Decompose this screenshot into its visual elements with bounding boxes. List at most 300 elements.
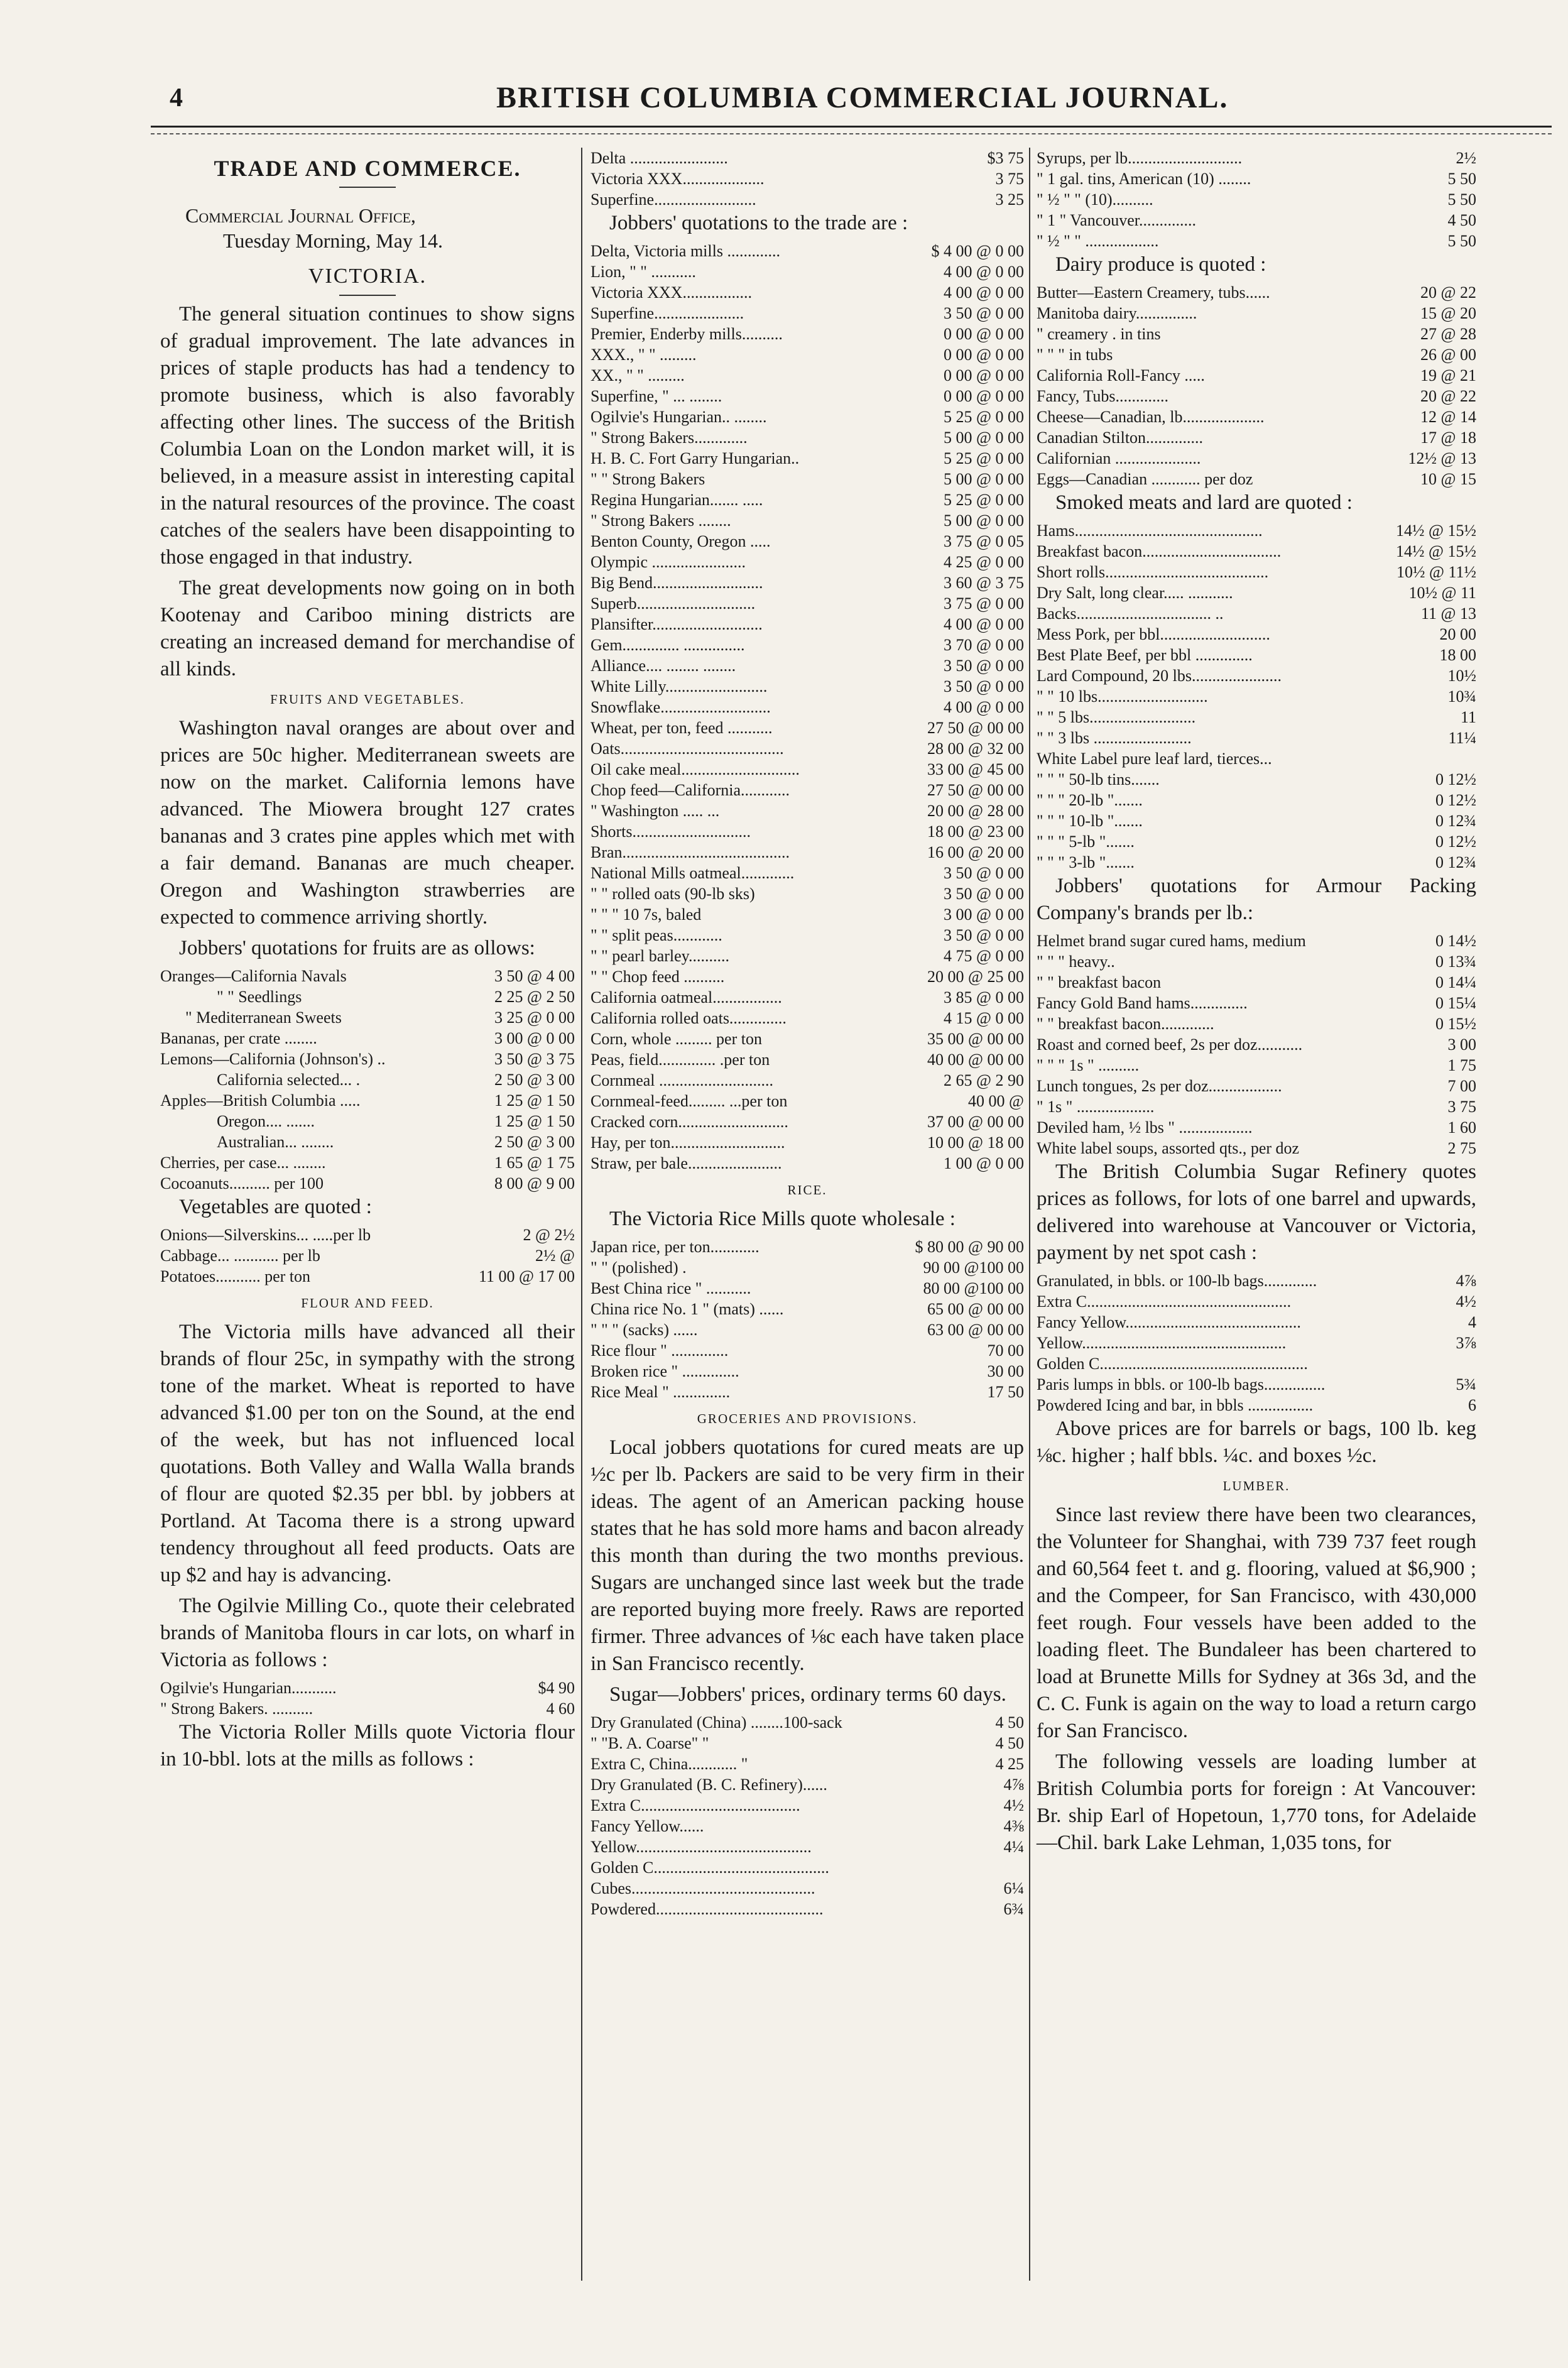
price-item: Lard Compound, 20 lbs...................... [1037, 667, 1282, 685]
price-value: 7 00 [1447, 1077, 1476, 1095]
price-value: 4 00 @ 0 00 [944, 283, 1024, 302]
price-item: Extra C.................................................. [1037, 1292, 1292, 1311]
price-item: Corn, whole ......... per ton [591, 1030, 762, 1048]
paragraph: Washington naval oranges are about over and prices are 50c higher. Mediterranean sweets are now on the market. California lemons have advanced. The Miowera brought 127 crates bananas and 3 crates pine apples which met with a fair demand. Bananas are much cheaper. Oregon and Washington strawberries are expected to commence arriving shortly. [160, 717, 575, 929]
price-item: " " 10 lbs........................... [1037, 687, 1208, 706]
price-value: 2 50 @ 3 00 [494, 1133, 575, 1151]
price-item: California selected... . [217, 1071, 361, 1089]
price-item: White Label pure leaf lard, tierces... [1037, 750, 1272, 768]
price-value: 0 00 @ 0 00 [944, 346, 1024, 364]
price-item: " " split peas............ [591, 926, 722, 944]
price-value: 19 @ 21 [1420, 366, 1476, 385]
price-item: Cabbage... ........... per lb [160, 1247, 320, 1265]
price-row [591, 1153, 1024, 1174]
price-item: XXX., " " ......... [591, 346, 697, 364]
price-row [591, 189, 1024, 210]
paragraph: Jobbers' quotations for Armour Packing Company's brands per lb.: [1037, 875, 1476, 924]
price-value: 5 50 [1447, 190, 1476, 209]
price-value: 80 00 @100 00 [923, 1279, 1024, 1297]
price-row [1037, 686, 1476, 707]
price-row [591, 510, 1024, 531]
price-value: 5 25 @ 0 00 [944, 491, 1024, 509]
victoria-heading: VICTORIA. [308, 265, 427, 288]
price-value: 14½ @ 15½ [1396, 521, 1476, 540]
price-row [1037, 810, 1476, 831]
price-row [1037, 852, 1476, 873]
price-row [160, 1111, 575, 1132]
price-row [1037, 520, 1476, 541]
price-value: 90 00 @100 00 [923, 1258, 1024, 1277]
price-item: " " " 5-lb "....... [1037, 832, 1135, 851]
column-divider [1029, 148, 1030, 2281]
price-row [591, 448, 1024, 469]
price-row [591, 552, 1024, 572]
price-row [160, 986, 575, 1007]
price-item: Oats........................................ [591, 739, 784, 758]
price-value: 11 00 @ 17 00 [479, 1267, 575, 1285]
price-row [591, 614, 1024, 635]
price-row [1037, 210, 1476, 231]
price-item: " " " 3-lb "....... [1037, 853, 1135, 871]
price-item: Best Plate Beef, per bbl .............. [1037, 646, 1253, 664]
paragraph: The general situation continues to show signs of gradual improvement. The late advances in prices of staple products has had a tendency to promote business, which is also favorably affecting other lines. The success of the British Columbia Loan on the London market will, it is believed, in a measure assist in interesting capital in the natural resources of the province. The coast catches of the sealers have been disappointing to those engaged in that industry. [160, 303, 575, 569]
price-value: 20 00 [1439, 625, 1476, 643]
price-value: 2 25 @ 2 50 [494, 988, 575, 1006]
price-value: 0 12¾ [1435, 853, 1476, 871]
divider [339, 187, 396, 188]
price-value: 5 25 @ 0 00 [944, 408, 1024, 426]
price-value: 20 00 @ 25 00 [927, 968, 1024, 986]
paragraph: The Ogilvie Milling Co., quote their celebrated brands of Manitoba flours in car lots, on wharf in Victoria as follows : [160, 1595, 575, 1671]
price-row [591, 759, 1024, 780]
price-row [1037, 562, 1476, 582]
price-row [160, 1173, 575, 1194]
price-item: California Roll-Fancy ..... [1037, 366, 1205, 385]
price-row [591, 1340, 1024, 1361]
price-row [591, 800, 1024, 821]
price-item: " " " 10 7s, baled [591, 905, 702, 924]
price-value: 18 00 [1439, 646, 1476, 664]
price-row [1037, 665, 1476, 686]
price-value: 3 50 @ 3 75 [494, 1050, 575, 1068]
price-value: 4⅞ [1456, 1272, 1476, 1290]
price-item: Canadian Stilton.............. [1037, 428, 1204, 447]
price-row [1037, 930, 1476, 951]
price-item: Lion, " " ........... [591, 263, 696, 281]
price-row [160, 1152, 575, 1173]
price-value: 2½ @ [535, 1247, 575, 1265]
price-item: " " " heavy.. [1037, 952, 1115, 971]
price-row [1037, 1353, 1476, 1374]
price-value: 0 12¾ [1435, 812, 1476, 830]
price-item: Snowflake........................... [591, 698, 771, 716]
price-value: 18 00 @ 23 00 [927, 822, 1024, 841]
price-row [160, 966, 575, 986]
price-value: 10½ [1447, 667, 1476, 685]
price-item: Yellow........................................... [591, 1838, 812, 1856]
price-item: " " (polished) . [591, 1258, 687, 1277]
price-value: 4 25 @ 0 00 [944, 553, 1024, 571]
price-item: Fancy Yellow...... [591, 1817, 704, 1835]
price-row [160, 1028, 575, 1049]
subheading: FRUITS AND VEGETABLES. [270, 692, 465, 707]
price-row [591, 1382, 1024, 1402]
price-value: 2 50 @ 3 00 [494, 1071, 575, 1089]
price-value: 20 @ 22 [1420, 387, 1476, 405]
price-value: 4 00 @ 0 00 [944, 615, 1024, 633]
price-value: 11 [1460, 708, 1476, 726]
price-item: Ogilvie's Hungarian.. ........ [591, 408, 767, 426]
sugar-price-table [591, 1712, 1024, 1919]
price-item: Chop feed—California............ [591, 781, 790, 799]
price-item: " " 5 lbs.......................... [1037, 708, 1196, 726]
price-item: " Strong Bakers. .......... [160, 1700, 313, 1718]
price-item: Dry Granulated (China) ........100-sack [591, 1713, 842, 1732]
price-item: Plansifter........................... [591, 615, 763, 633]
price-row [591, 676, 1024, 697]
price-row [1037, 1333, 1476, 1353]
price-row [591, 261, 1024, 282]
price-item: California rolled oats.............. [591, 1009, 787, 1027]
price-row [1037, 469, 1476, 489]
price-item: Yellow.................................................. [1037, 1334, 1287, 1352]
paragraph: The great developments now going on in both Kootenay and Cariboo mining districts are creating an increased demand for merchandise of all kinds. [160, 577, 575, 680]
dairy-price-table [1037, 282, 1476, 489]
paragraph: Above prices are for barrels or bags, 100 lb. keg ⅛c. higher ; half bbls. ¼c. and boxes ½c. [1037, 1417, 1476, 1467]
price-item: Onions—Silverskins... .....per lb [160, 1226, 371, 1244]
price-row [160, 1266, 575, 1287]
price-value: 4¼ [1003, 1838, 1024, 1856]
price-item: Fancy Yellow........................................... [1037, 1313, 1301, 1331]
column-2 [591, 148, 1024, 1919]
price-value: 11¼ [1448, 729, 1476, 747]
header-rule-dashed [151, 133, 1552, 134]
price-row [591, 1049, 1024, 1070]
price-row [1037, 1013, 1476, 1034]
price-value: 16 00 @ 20 00 [927, 843, 1024, 861]
price-item: Regina Hungarian....... ..... [591, 491, 763, 509]
price-row [591, 697, 1024, 717]
price-value: 20 00 @ 28 00 [927, 802, 1024, 820]
price-row [1037, 951, 1476, 972]
price-value: 17 50 [987, 1383, 1024, 1401]
price-value: 27 50 @ 00 00 [927, 781, 1024, 799]
price-row [1037, 427, 1476, 448]
price-item: " creamery . in tins [1037, 325, 1161, 343]
price-item: Superfine...................... [591, 304, 744, 322]
price-row [1037, 231, 1476, 251]
price-item: Japan rice, per ton............ [591, 1238, 760, 1256]
price-item: Syrups, per lb............................ [1037, 149, 1243, 167]
price-row [1037, 1291, 1476, 1312]
price-item: Victoria XXX.................... [591, 170, 765, 188]
price-value: 4 50 [995, 1734, 1024, 1752]
price-row [591, 1319, 1024, 1340]
price-value: 0 12½ [1435, 791, 1476, 809]
price-value: 5 00 @ 0 00 [944, 511, 1024, 530]
price-value: 1 25 @ 1 50 [494, 1112, 575, 1130]
price-row [591, 883, 1024, 904]
price-value: $4 90 [538, 1679, 575, 1697]
price-row [591, 738, 1024, 759]
price-value: 3 85 @ 0 00 [944, 988, 1024, 1007]
price-item: Cubes............................................. [591, 1879, 815, 1897]
price-value: 5 50 [1447, 170, 1476, 188]
price-item: Cocoanuts.......... per 100 [160, 1174, 324, 1192]
mill-price-table [591, 148, 1024, 210]
price-row [1037, 148, 1476, 168]
price-item: Cherries, per case... ........ [160, 1154, 326, 1172]
price-item: Butter—Eastern Creamery, tubs...... [1037, 283, 1270, 302]
price-item: " 1 " Vancouver.............. [1037, 211, 1196, 229]
price-value: 3 60 @ 3 75 [944, 574, 1024, 592]
price-value: 6 [1468, 1396, 1476, 1414]
price-value: 2 75 [1447, 1139, 1476, 1157]
price-value: 2½ [1456, 149, 1476, 167]
price-value: 0 00 @ 0 00 [944, 325, 1024, 343]
price-row [591, 282, 1024, 303]
price-item: " " breakfast bacon [1037, 973, 1162, 991]
price-row [160, 1245, 575, 1266]
price-item: Ogilvie's Hungarian........... [160, 1679, 337, 1697]
price-row [591, 1111, 1024, 1132]
price-row [160, 1678, 575, 1698]
price-row [160, 1049, 575, 1069]
price-value: 3 70 @ 0 00 [944, 636, 1024, 654]
price-item: Best China rice " ........... [591, 1279, 751, 1297]
price-item: Delta ........................ [591, 149, 728, 167]
price-item: White label soups, assorted qts., per doz [1037, 1139, 1300, 1157]
price-row [591, 241, 1024, 261]
price-value: 26 @ 00 [1420, 346, 1476, 364]
price-row [591, 489, 1024, 510]
price-item: Dry Salt, long clear..... ........... [1037, 584, 1233, 602]
price-item: Paris lumps in bbls. or 100-lb bags............... [1037, 1375, 1326, 1394]
price-value: 1 75 [1447, 1056, 1476, 1074]
journal-title: BRITISH COLUMBIA COMMERCIAL JOURNAL. [496, 81, 1229, 114]
price-item: Manitoba dairy............... [1037, 304, 1197, 322]
price-item: " "B. A. Coarse" " [591, 1734, 709, 1752]
price-value: 10½ @ 11 [1408, 584, 1476, 602]
price-value: 3 50 @ 0 00 [944, 304, 1024, 322]
price-value: $ 80 00 @ 90 00 [915, 1238, 1024, 1256]
price-item: Peas, field.............. .per ton [591, 1050, 770, 1069]
price-value: 35 00 @ 00 00 [927, 1030, 1024, 1048]
price-row [1037, 831, 1476, 852]
paragraph: The Victoria Rice Mills quote wholesale : [609, 1208, 956, 1230]
price-value: 0 00 @ 0 00 [944, 387, 1024, 405]
price-row [160, 1090, 575, 1111]
price-item: California oatmeal................. [591, 988, 782, 1007]
price-row [1037, 448, 1476, 469]
price-row [591, 655, 1024, 676]
price-value: 0 12½ [1435, 770, 1476, 788]
price-row [591, 344, 1024, 365]
price-row [160, 1225, 575, 1245]
price-value: 63 00 @ 00 00 [927, 1321, 1024, 1339]
price-item: Mess Pork, per bbl........................... [1037, 625, 1270, 643]
paragraph: Local jobbers quotations for cured meats are up ½c per lb. Packers are said to be very firm in their ideas. The agent of an American packing house states that he has sold more hams and bacon already this month than during the two months previous. Sugars are unchanged since last week but the trade are reported buying more freely. Raws are reported firmer. Three advances of ⅛c each have taken place in San Francisco recently. [591, 1436, 1024, 1675]
price-row [591, 966, 1024, 987]
fruit-price-table [160, 966, 575, 1194]
price-value: 3 50 @ 0 00 [944, 885, 1024, 903]
price-row [591, 863, 1024, 883]
price-row [591, 324, 1024, 344]
price-value: 27 50 @ 00 00 [927, 719, 1024, 737]
price-item: H. B. C. Fort Garry Hungarian.. [591, 449, 800, 467]
price-value: 0 00 @ 0 00 [944, 366, 1024, 385]
price-value: 4 00 @ 0 00 [944, 698, 1024, 716]
price-value: 1 25 @ 1 50 [494, 1091, 575, 1110]
price-value: 2 @ 2½ [523, 1226, 575, 1244]
price-value: 5¾ [1456, 1375, 1476, 1394]
price-value: 30 00 [987, 1362, 1024, 1380]
price-value: 0 14½ [1435, 932, 1476, 950]
price-value: 3 00 @ 0 00 [944, 905, 1024, 924]
paragraph: The Victoria Roller Mills quote Victoria flour in 10-bbl. lots at the mills as follows : [160, 1721, 575, 1771]
price-item: Cornmeal-feed......... ...per ton [591, 1092, 788, 1110]
price-item: " " breakfast bacon............. [1037, 1015, 1214, 1033]
price-value: 3 75 [1447, 1098, 1476, 1116]
price-item: " " 3 lbs ........................ [1037, 729, 1192, 747]
syrup-price-table [1037, 148, 1476, 251]
price-value: 5 25 @ 0 00 [944, 449, 1024, 467]
price-row [1037, 541, 1476, 562]
price-value: 12 @ 14 [1420, 408, 1476, 426]
price-row [591, 365, 1024, 386]
price-row [591, 1836, 1024, 1857]
price-item: Fancy Gold Band hams.............. [1037, 994, 1248, 1012]
price-row [591, 427, 1024, 448]
price-value: 4 25 [995, 1755, 1024, 1773]
price-row [1037, 1374, 1476, 1395]
price-item: Cornmeal ............................ [591, 1071, 774, 1089]
price-row [1037, 303, 1476, 324]
price-item: " Strong Bakers............. [591, 428, 748, 447]
price-item: " Washington ..... ... [591, 802, 720, 820]
price-item: Golden C................................................... [1037, 1355, 1308, 1373]
price-row [591, 1236, 1024, 1257]
price-row [591, 717, 1024, 738]
price-item: Straw, per bale....................... [591, 1154, 782, 1172]
price-row [591, 1299, 1024, 1319]
price-row [591, 904, 1024, 925]
price-row [591, 386, 1024, 406]
price-value: 4 [1468, 1313, 1476, 1331]
price-value: 4 75 @ 0 00 [944, 947, 1024, 965]
price-value: 0 15¼ [1435, 994, 1476, 1012]
price-item: Helmet brand sugar cured hams, medium [1037, 932, 1306, 950]
price-row [591, 572, 1024, 593]
price-value: 0 13¾ [1435, 952, 1476, 971]
price-item: Australian... ........ [217, 1133, 334, 1151]
price-item: Alliance.... ........ ........ [591, 657, 736, 675]
price-row [160, 1069, 575, 1090]
price-row [1037, 1055, 1476, 1076]
price-row [591, 531, 1024, 552]
price-value: 4⅞ [1003, 1776, 1024, 1794]
price-row [591, 1816, 1024, 1836]
price-item: " " pearl barley.......... [591, 947, 729, 965]
price-row [1037, 1117, 1476, 1138]
price-row [591, 842, 1024, 863]
header-rule [151, 126, 1552, 128]
price-value: 40 00 @ [968, 1092, 1024, 1110]
price-value: 28 00 @ 32 00 [927, 739, 1024, 758]
price-item: Oil cake meal............................. [591, 760, 800, 778]
price-row [591, 1361, 1024, 1382]
subheading: GROCERIES AND PROVISIONS. [697, 1411, 918, 1426]
subheading: FLOUR AND FEED. [301, 1296, 434, 1311]
paragraph: Jobbers' quotations to the trade are : [609, 212, 908, 234]
paragraph: The Victoria mills have advanced all their brands of flour 25c, in sympathy with the strong tone of the market. Wheat is reported to have advanced $1.00 per ton on the Sound, at the end of the week, but has not influenced local quotations. Both Valley and Walla Walla brands of flour are quoted $2.35 per bbl. by jobbers at Portland. At Tacoma there is a strong upward tendency throughout all feed products. Oats are up $2 and hay is advancing. [160, 1321, 575, 1586]
price-item: Granulated, in bbls. or 100-lb bags............. [1037, 1272, 1317, 1290]
price-item: Wheat, per ton, feed ........... [591, 719, 773, 737]
price-row [591, 1899, 1024, 1919]
paragraph: Sugar—Jobbers' prices, ordinary terms 60 days. [609, 1683, 1006, 1706]
price-value: 1 00 @ 0 00 [944, 1154, 1024, 1172]
price-value: 65 00 @ 00 00 [927, 1300, 1024, 1318]
price-row [1037, 1395, 1476, 1416]
price-value: 40 00 @ 00 00 [927, 1050, 1024, 1069]
price-value: 10¾ [1447, 687, 1476, 706]
price-value: 4½ [1456, 1292, 1476, 1311]
price-item: Big Bend........................... [591, 574, 763, 592]
price-row [591, 987, 1024, 1008]
price-row [591, 1795, 1024, 1816]
price-item: Short rolls........................................ [1037, 563, 1269, 581]
price-item: Oranges—California Navals [160, 967, 347, 985]
price-row [591, 780, 1024, 800]
price-item: " " Seedlings [217, 988, 302, 1006]
price-item: Californian ..................... [1037, 449, 1201, 467]
price-row [1037, 972, 1476, 993]
price-row [1037, 1138, 1476, 1159]
price-item: Superfine......................... [591, 190, 756, 209]
price-value: 4½ [1003, 1796, 1024, 1814]
price-value: 3 25 @ 0 00 [494, 1008, 575, 1027]
price-value: 0 14¼ [1435, 973, 1476, 991]
price-row [591, 1008, 1024, 1028]
price-value: 4 15 @ 0 00 [944, 1009, 1024, 1027]
price-item: White Lilly......................... [591, 677, 768, 696]
price-item: Extra C, China............ " [591, 1755, 748, 1773]
price-item: Premier, Enderby mills.......... [591, 325, 783, 343]
price-item: China rice No. 1 " (mats) ...... [591, 1300, 784, 1318]
price-item: Powdered Icing and bar, in bbls ................ [1037, 1396, 1314, 1414]
price-row [1037, 282, 1476, 303]
price-item: " " " in tubs [1037, 346, 1113, 364]
price-row [1037, 189, 1476, 210]
smoked-meat-price-table [1037, 520, 1476, 873]
price-item: Delta, Victoria mills ............. [591, 242, 780, 260]
price-value: 1 65 @ 1 75 [494, 1154, 575, 1172]
price-row [1037, 386, 1476, 406]
price-value: 2 65 @ 2 90 [944, 1071, 1024, 1089]
price-value: $3 75 [987, 149, 1024, 167]
column-divider [581, 148, 582, 2281]
price-value [1364, 748, 1476, 769]
price-item: Lunch tongues, 2s per doz.................. [1037, 1077, 1282, 1095]
price-row [591, 168, 1024, 189]
price-value: 5 00 @ 0 00 [944, 428, 1024, 447]
price-row [591, 1712, 1024, 1733]
price-row [1037, 707, 1476, 728]
price-value: $ 4 00 @ 0 00 [931, 242, 1024, 260]
paragraph: Jobbers' quotations for fruits are as ollows: [179, 937, 535, 959]
price-item: Fancy, Tubs............. [1037, 387, 1168, 405]
price-row [591, 1278, 1024, 1299]
